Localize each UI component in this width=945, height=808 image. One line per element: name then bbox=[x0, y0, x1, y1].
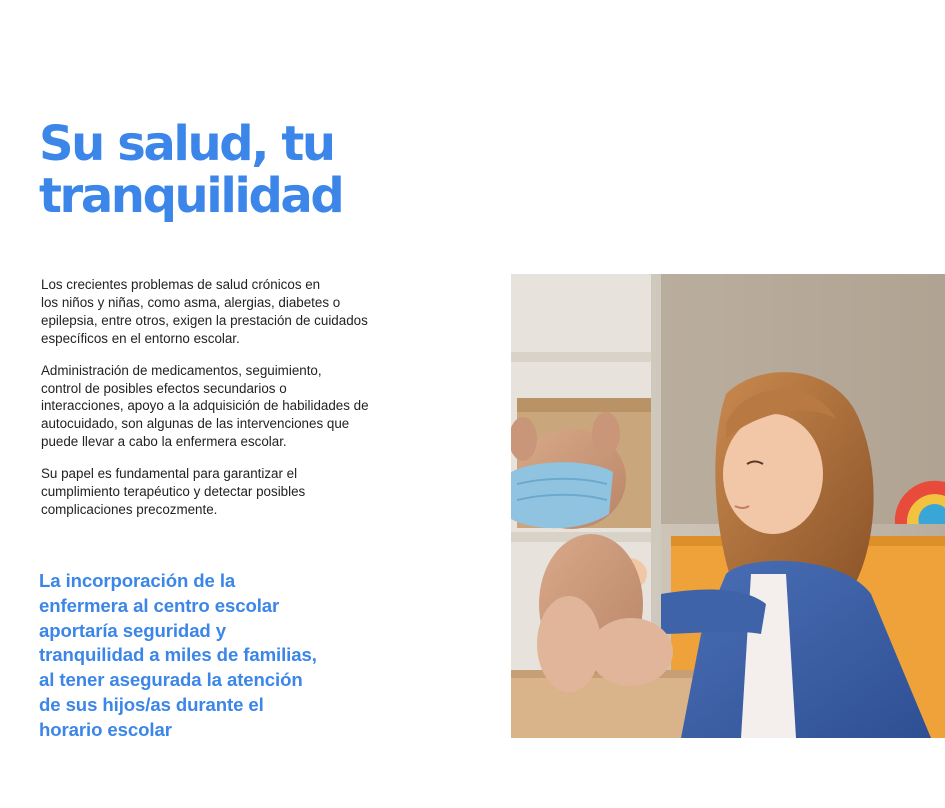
page-title bbox=[39, 118, 342, 222]
highlight-quote bbox=[39, 569, 399, 743]
page-title-line-2: tranquilidad bbox=[39, 168, 343, 224]
paragraph-2 bbox=[41, 362, 431, 452]
highlight-line: enfermera al centro escolar bbox=[39, 594, 280, 616]
paragraph-1-line: específicos en el entorno escolar. bbox=[41, 330, 240, 346]
paragraph-3 bbox=[41, 465, 431, 519]
paragraph-3-line: cumplimiento terapéutico y detectar posibles bbox=[41, 484, 306, 500]
paragraph-1-line: epilepsia, entre otros, exigen la prestación de cuidados bbox=[41, 312, 368, 328]
paragraph-2-line: control de posibles efectos secundarios o bbox=[41, 380, 287, 396]
paragraph-2-line: puede llevar a cabo la enfermera escolar. bbox=[41, 434, 287, 450]
paragraph-2-line: autocuidado, son algunas de las intervenciones que bbox=[41, 416, 350, 432]
paragraph-3-line: complicaciones precozmente. bbox=[41, 501, 218, 517]
highlight-line: horario escolar bbox=[39, 718, 172, 740]
paragraph-1-line: los niños y niñas, como asma, alergias, diabetes o bbox=[41, 294, 341, 310]
body-text bbox=[41, 276, 431, 533]
highlight-line: tranquilidad a miles de familias, bbox=[39, 644, 317, 666]
highlight-line: al tener asegurada la atención bbox=[39, 669, 303, 691]
girl-with-masked-teddy-photo bbox=[511, 274, 945, 738]
paragraph-3-line: Su papel es fundamental para garantizar el bbox=[41, 466, 298, 482]
highlight-line: La incorporación de la bbox=[39, 570, 236, 591]
highlight-line: aportaría seguridad y bbox=[39, 619, 226, 641]
paragraph-1 bbox=[41, 276, 431, 348]
paragraph-1-line: Los crecientes problemas de salud crónicos en bbox=[41, 277, 321, 292]
paragraph-2-line: interacciones, apoyo a la adquisición de habilidades de bbox=[41, 398, 369, 414]
page-title-line-1: Su salud, tu bbox=[39, 116, 334, 172]
highlight-line: de sus hijos/as durante el bbox=[39, 693, 264, 715]
paragraph-2-line: Administración de medicamentos, seguimiento, bbox=[41, 362, 322, 378]
